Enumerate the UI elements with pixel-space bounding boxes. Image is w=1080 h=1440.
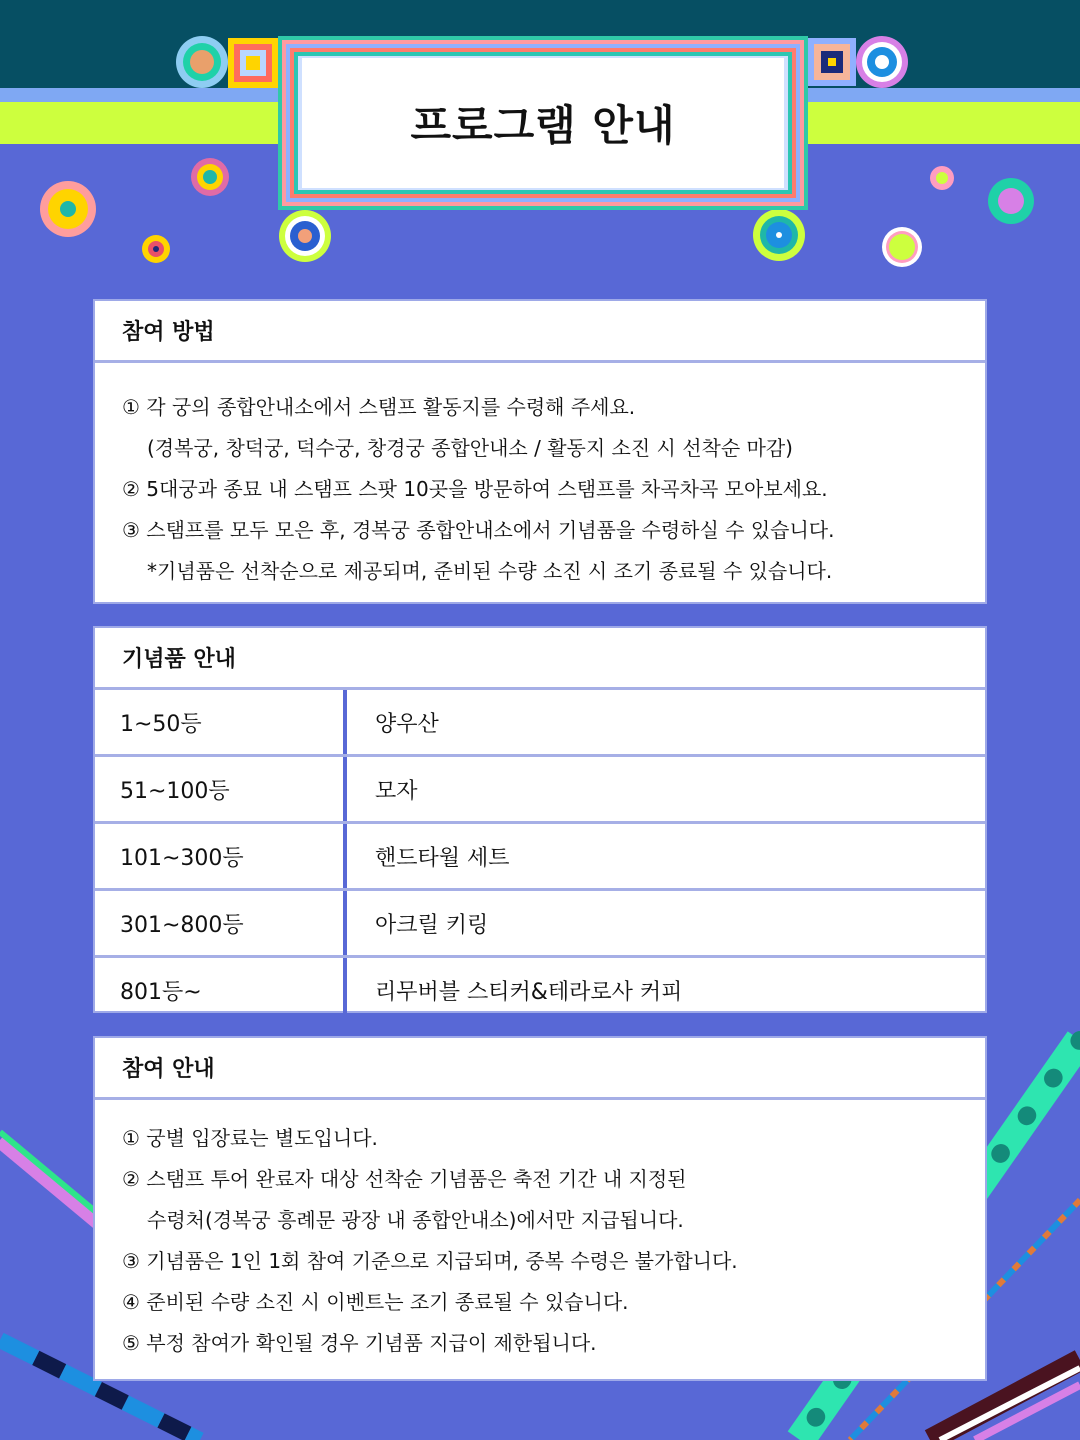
rank-cell: 51~100등: [95, 757, 347, 821]
list-item: ② 스탬프 투어 완료자 대상 선착순 기념품은 축전 기간 내 지정된: [122, 1167, 687, 1191]
square-ornament-icon: [808, 38, 856, 86]
card-body: [95, 1100, 985, 1380]
card-heading: 참여 방법: [95, 301, 985, 363]
circle-ornament-icon: [882, 227, 922, 267]
participation-method-card: [95, 301, 985, 602]
list-item: ③ 기념품은 1인 1회 참여 기준으로 지급되며, 중복 수령은 불가합니다.: [122, 1249, 738, 1273]
square-ornament-icon: [228, 38, 278, 88]
list-item: 수령처(경복궁 흥례문 광장 내 종합안내소)에서만 지급됩니다.: [147, 1208, 684, 1232]
circle-ornament-icon: [988, 178, 1034, 224]
circle-ornament-icon: [142, 235, 170, 263]
list-item: ⑤ 부정 참여가 확인될 경우 기념품 지급이 제한됩니다.: [122, 1331, 597, 1355]
page-title: 프로그램 안내: [410, 101, 676, 150]
card-heading: 참여 안내: [95, 1038, 985, 1100]
item-cell: 모자: [375, 778, 418, 804]
table-row: [95, 958, 985, 1022]
list-item: ④ 준비된 수량 소진 시 이벤트는 조기 종료될 수 있습니다.: [122, 1290, 629, 1314]
list-item: *기념품은 선착순으로 제공되며, 준비된 수량 소진 시 조기 종료될 수 있습니다.: [147, 559, 833, 583]
table-row: [95, 690, 985, 757]
item-cell: 양우산: [375, 711, 439, 737]
card-heading: 기념품 안내: [95, 628, 985, 690]
list-item: ③ 스탬프를 모두 모은 후, 경복궁 종합안내소에서 기념품을 수령하실 수 있습니다.: [122, 518, 835, 542]
rank-cell: 301~800등: [95, 891, 347, 955]
circle-ornament-icon: [856, 36, 908, 88]
card-body: [95, 363, 985, 608]
circle-ornament-icon: [176, 36, 228, 88]
list-item: ① 각 궁의 종합안내소에서 스탬프 활동지를 수령해 주세요.: [122, 395, 636, 419]
item-cell: 리무버블 스티커&테라로사 커피: [375, 979, 683, 1005]
list-item: ① 궁별 입장료는 별도입니다.: [122, 1126, 378, 1150]
table-row: [95, 891, 985, 958]
table-row: [95, 757, 985, 824]
title-box: [302, 58, 784, 188]
circle-ornament-icon: [191, 158, 229, 196]
circle-ornament-icon: [930, 166, 954, 190]
souvenir-table: [95, 690, 985, 1022]
table-row: [95, 824, 985, 891]
circle-ornament-icon: [753, 209, 805, 261]
list-item: (경복궁, 창덕궁, 덕수궁, 창경궁 종합안내소 / 활동지 소진 시 선착순 마감): [147, 436, 793, 460]
item-cell: 핸드타월 세트: [375, 845, 510, 871]
title-frame: [282, 40, 804, 206]
list-item: ② 5대궁과 종묘 내 스탬프 스팟 10곳을 방문하여 스탬프를 차곡차곡 모아보세요.: [122, 477, 828, 501]
rank-cell: 1~50등: [95, 690, 347, 754]
circle-ornament-icon: [279, 210, 331, 262]
rank-cell: 101~300등: [95, 824, 347, 888]
circle-ornament-icon: [40, 181, 96, 237]
item-cell: 아크릴 키링: [375, 912, 489, 938]
souvenir-guide-card: [95, 628, 985, 1011]
rank-cell: 801등~: [95, 958, 347, 1022]
participation-notice-card: [95, 1038, 985, 1379]
